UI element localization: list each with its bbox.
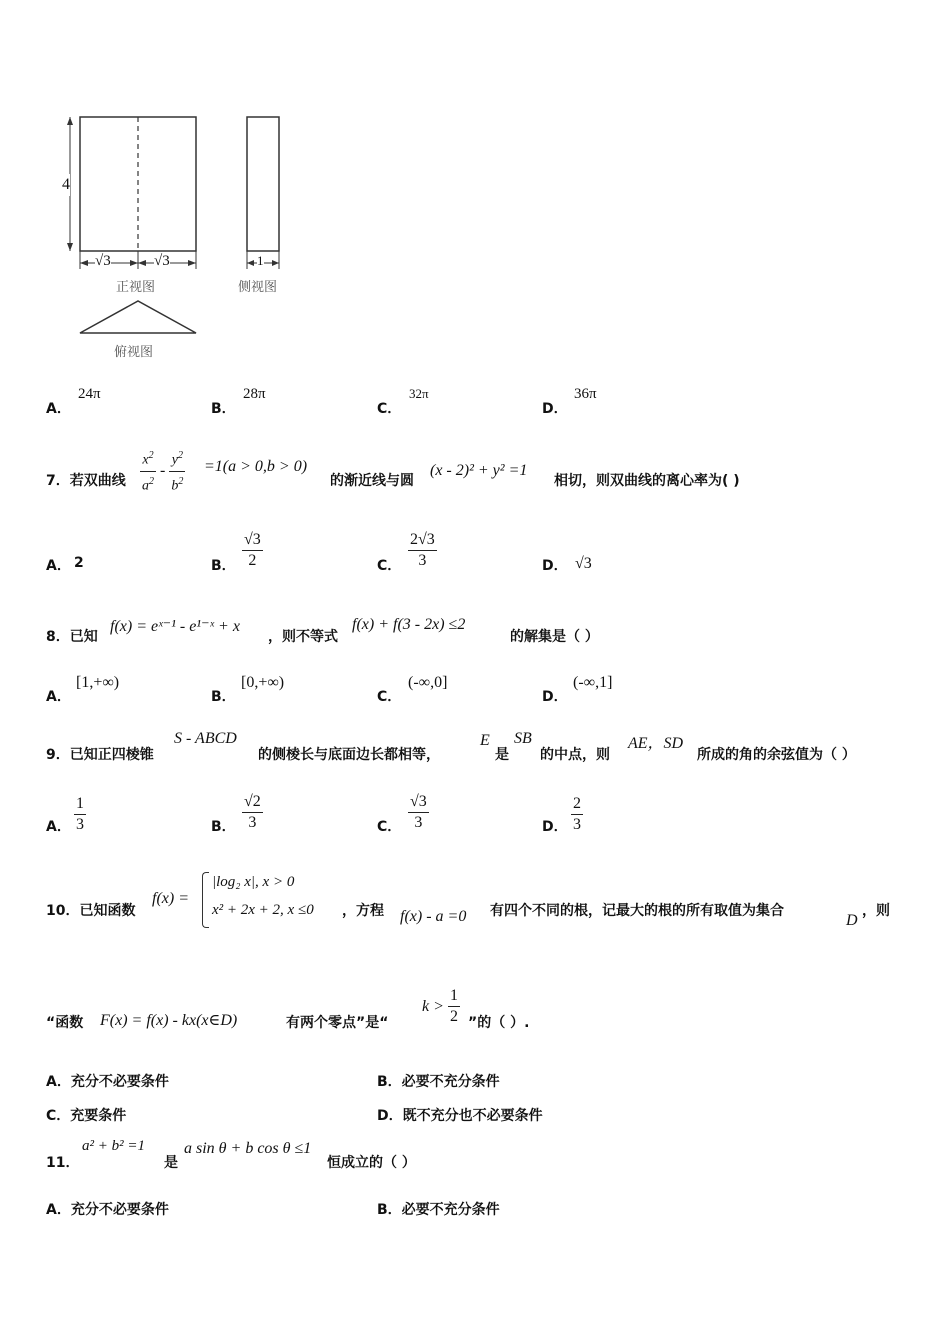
- side-view-rect: [247, 117, 279, 251]
- q8-ineq: f(x) + f(3 - 2x) ≤2: [352, 616, 466, 633]
- q6-option-b-value: 28π: [243, 386, 266, 402]
- q10-set-d: D: [846, 912, 858, 929]
- q8-option-d-letter: D．: [542, 689, 568, 705]
- q10-case2: x² + 2x + 2, x ≤0: [212, 902, 314, 918]
- q9-pyramid: S - ABCD: [174, 730, 237, 747]
- q7-option-a-letter: A．: [46, 558, 71, 574]
- q7-eq-cond: =1(a > 0,b > 0): [204, 458, 308, 475]
- q9-text-mid1: 的侧棱长与底面边长都相等，: [258, 747, 440, 763]
- q9-text-prefix: 已知正四棱锥: [69, 747, 154, 763]
- q7-option-a-value: 2: [74, 555, 84, 571]
- three-view-figure: [55, 105, 315, 365]
- q7-text-prefix: 若双曲线: [69, 473, 126, 489]
- q7-stem: [46, 470, 126, 490]
- q8-option-a-value: [1,+∞): [76, 674, 120, 691]
- top-view-triangle: [80, 301, 196, 333]
- q8-option-c-value: (-∞,0]: [408, 674, 448, 691]
- q6-option-a-letter: A．: [46, 401, 71, 417]
- right-width-label: √3: [154, 253, 170, 269]
- q10-line2-prefix: “函数: [46, 1015, 84, 1031]
- q9-option-d-letter: D．: [542, 819, 568, 835]
- q9-lines: AE，SD: [628, 735, 684, 752]
- q10-line2-mid: 有两个零点”是“: [286, 1015, 389, 1031]
- q8-option-b-letter: B．: [211, 689, 236, 705]
- side-width-label: 1: [257, 253, 264, 268]
- q9-text-suffix: 所成的角的余弦值为（ ）: [697, 747, 856, 763]
- q10-func-lhs: f(x) =: [152, 890, 189, 907]
- q8-option-c-letter: C．: [377, 689, 402, 705]
- q7-option-b-frac: $\frac{√3}{2}$: [244, 531, 261, 569]
- q10-text-mid1: ，方程: [342, 903, 384, 919]
- q9-number: 9．: [46, 747, 70, 763]
- q10-option-c: C．充要条件: [46, 1108, 127, 1124]
- q10-line2-suffix: ”的（ ）.: [468, 1015, 530, 1031]
- q6-option-c-letter: C．: [377, 401, 402, 417]
- q7-number: 7．: [46, 473, 70, 489]
- q9-option-d-frac: $\frac{2}{3}$: [573, 795, 581, 833]
- q10-cond-k: k >: [422, 998, 444, 1015]
- q11-number: 11．: [46, 1155, 80, 1171]
- q9-option-a-frac: $\frac{1}{3}$: [76, 795, 84, 833]
- q10-option-d: D．既不充分也不必要条件: [377, 1108, 543, 1124]
- q10-text-end: ，则: [862, 903, 890, 919]
- q8-stem: [46, 626, 98, 646]
- q10-equation: f(x) - a =0: [400, 908, 467, 925]
- q11-ineq: a sin θ + b cos θ ≤1: [184, 1140, 312, 1157]
- left-width-label: √3: [95, 253, 111, 269]
- q10-case1: |log₂ x|, x > 0: [212, 874, 295, 890]
- q6-option-c-value: 32π: [409, 386, 429, 401]
- q8-text-prefix: 已知: [69, 629, 98, 645]
- q11-option-b: B．必要不充分条件: [377, 1202, 500, 1218]
- q10-line2-func: F(x) = f(x) - kx(x∈D): [100, 1012, 238, 1029]
- q8-option-d-value: (-∞,1]: [573, 674, 613, 691]
- q9-option-b-letter: B．: [211, 819, 236, 835]
- q10-option-b: B．必要不充分条件: [377, 1074, 500, 1090]
- q7-option-d-letter: D．: [542, 558, 568, 574]
- q10-stem: [46, 900, 135, 920]
- q6-option-d-value: 36π: [574, 386, 597, 402]
- height-label: 4: [62, 174, 70, 196]
- front-view-label: 正视图: [116, 280, 156, 295]
- q10-text-prefix: 已知函数: [79, 903, 136, 919]
- q9-option-a-letter: A．: [46, 819, 71, 835]
- q9-option-b-frac: $\frac{√2}{3}$: [244, 793, 261, 831]
- q7-option-b-letter: B．: [211, 558, 236, 574]
- q7-option-c-frac: $\frac{2√3}{3}$: [410, 531, 435, 569]
- q8-number: 8．: [46, 629, 70, 645]
- q7-option-d-value: √3: [575, 555, 592, 572]
- q11-text-mid: 是: [164, 1155, 178, 1171]
- q9-stem: [46, 744, 154, 764]
- q11-cond: a² + b² =1: [82, 1138, 145, 1154]
- q10-text-mid2: 有四个不同的根，记最大的根的所有取值为集合: [490, 903, 784, 919]
- q7-hyperbola-eq: $\frac{x^2}{a^2}$ - $\frac{y^2}{b^2}$: [140, 446, 185, 496]
- q7-text-suffix: 相切，则双曲线的离心率为( ): [554, 473, 740, 489]
- q6-option-d-letter: D．: [542, 401, 568, 417]
- q8-text-mid: ，则不等式: [268, 629, 338, 645]
- q11-option-a: A．充分不必要条件: [46, 1202, 169, 1218]
- q9-text-mid2: 是: [495, 747, 509, 763]
- q8-option-b-value: [0,+∞): [241, 674, 285, 691]
- q6-option-b-letter: B．: [211, 401, 236, 417]
- q7-option-c-letter: C．: [377, 558, 402, 574]
- q6-option-a-value: 24π: [78, 386, 101, 402]
- q10-number: 10．: [46, 903, 80, 919]
- q9-option-c-letter: C．: [377, 819, 402, 835]
- q11-text-suffix: 恒成立的（ ）: [327, 1155, 416, 1171]
- q10-piecewise-brace: [202, 872, 209, 928]
- q8-option-a-letter: A．: [46, 689, 71, 705]
- top-view-label: 俯视图: [114, 345, 154, 360]
- q9-option-c-frac: $\frac{√3}{3}$: [410, 793, 427, 831]
- q10-cond-frac: $\frac{1}{2}$: [450, 987, 458, 1025]
- q7-circle-eq: (x - 2)² + y² =1: [430, 462, 528, 479]
- q8-text-suffix: 的解集是（ ）: [510, 629, 599, 645]
- q7-text-mid: 的渐近线与圆: [330, 473, 414, 489]
- q8-func: f(x) = eˣ⁻¹ - e¹⁻ˣ + x: [110, 618, 240, 635]
- side-view-label: 侧视图: [238, 280, 278, 295]
- q9-text-mid3: 的中点，则: [540, 747, 610, 763]
- q10-option-a: A．充分不必要条件: [46, 1074, 169, 1090]
- q9-seg-sb: SB: [514, 730, 532, 747]
- q9-point-e: E: [480, 732, 490, 749]
